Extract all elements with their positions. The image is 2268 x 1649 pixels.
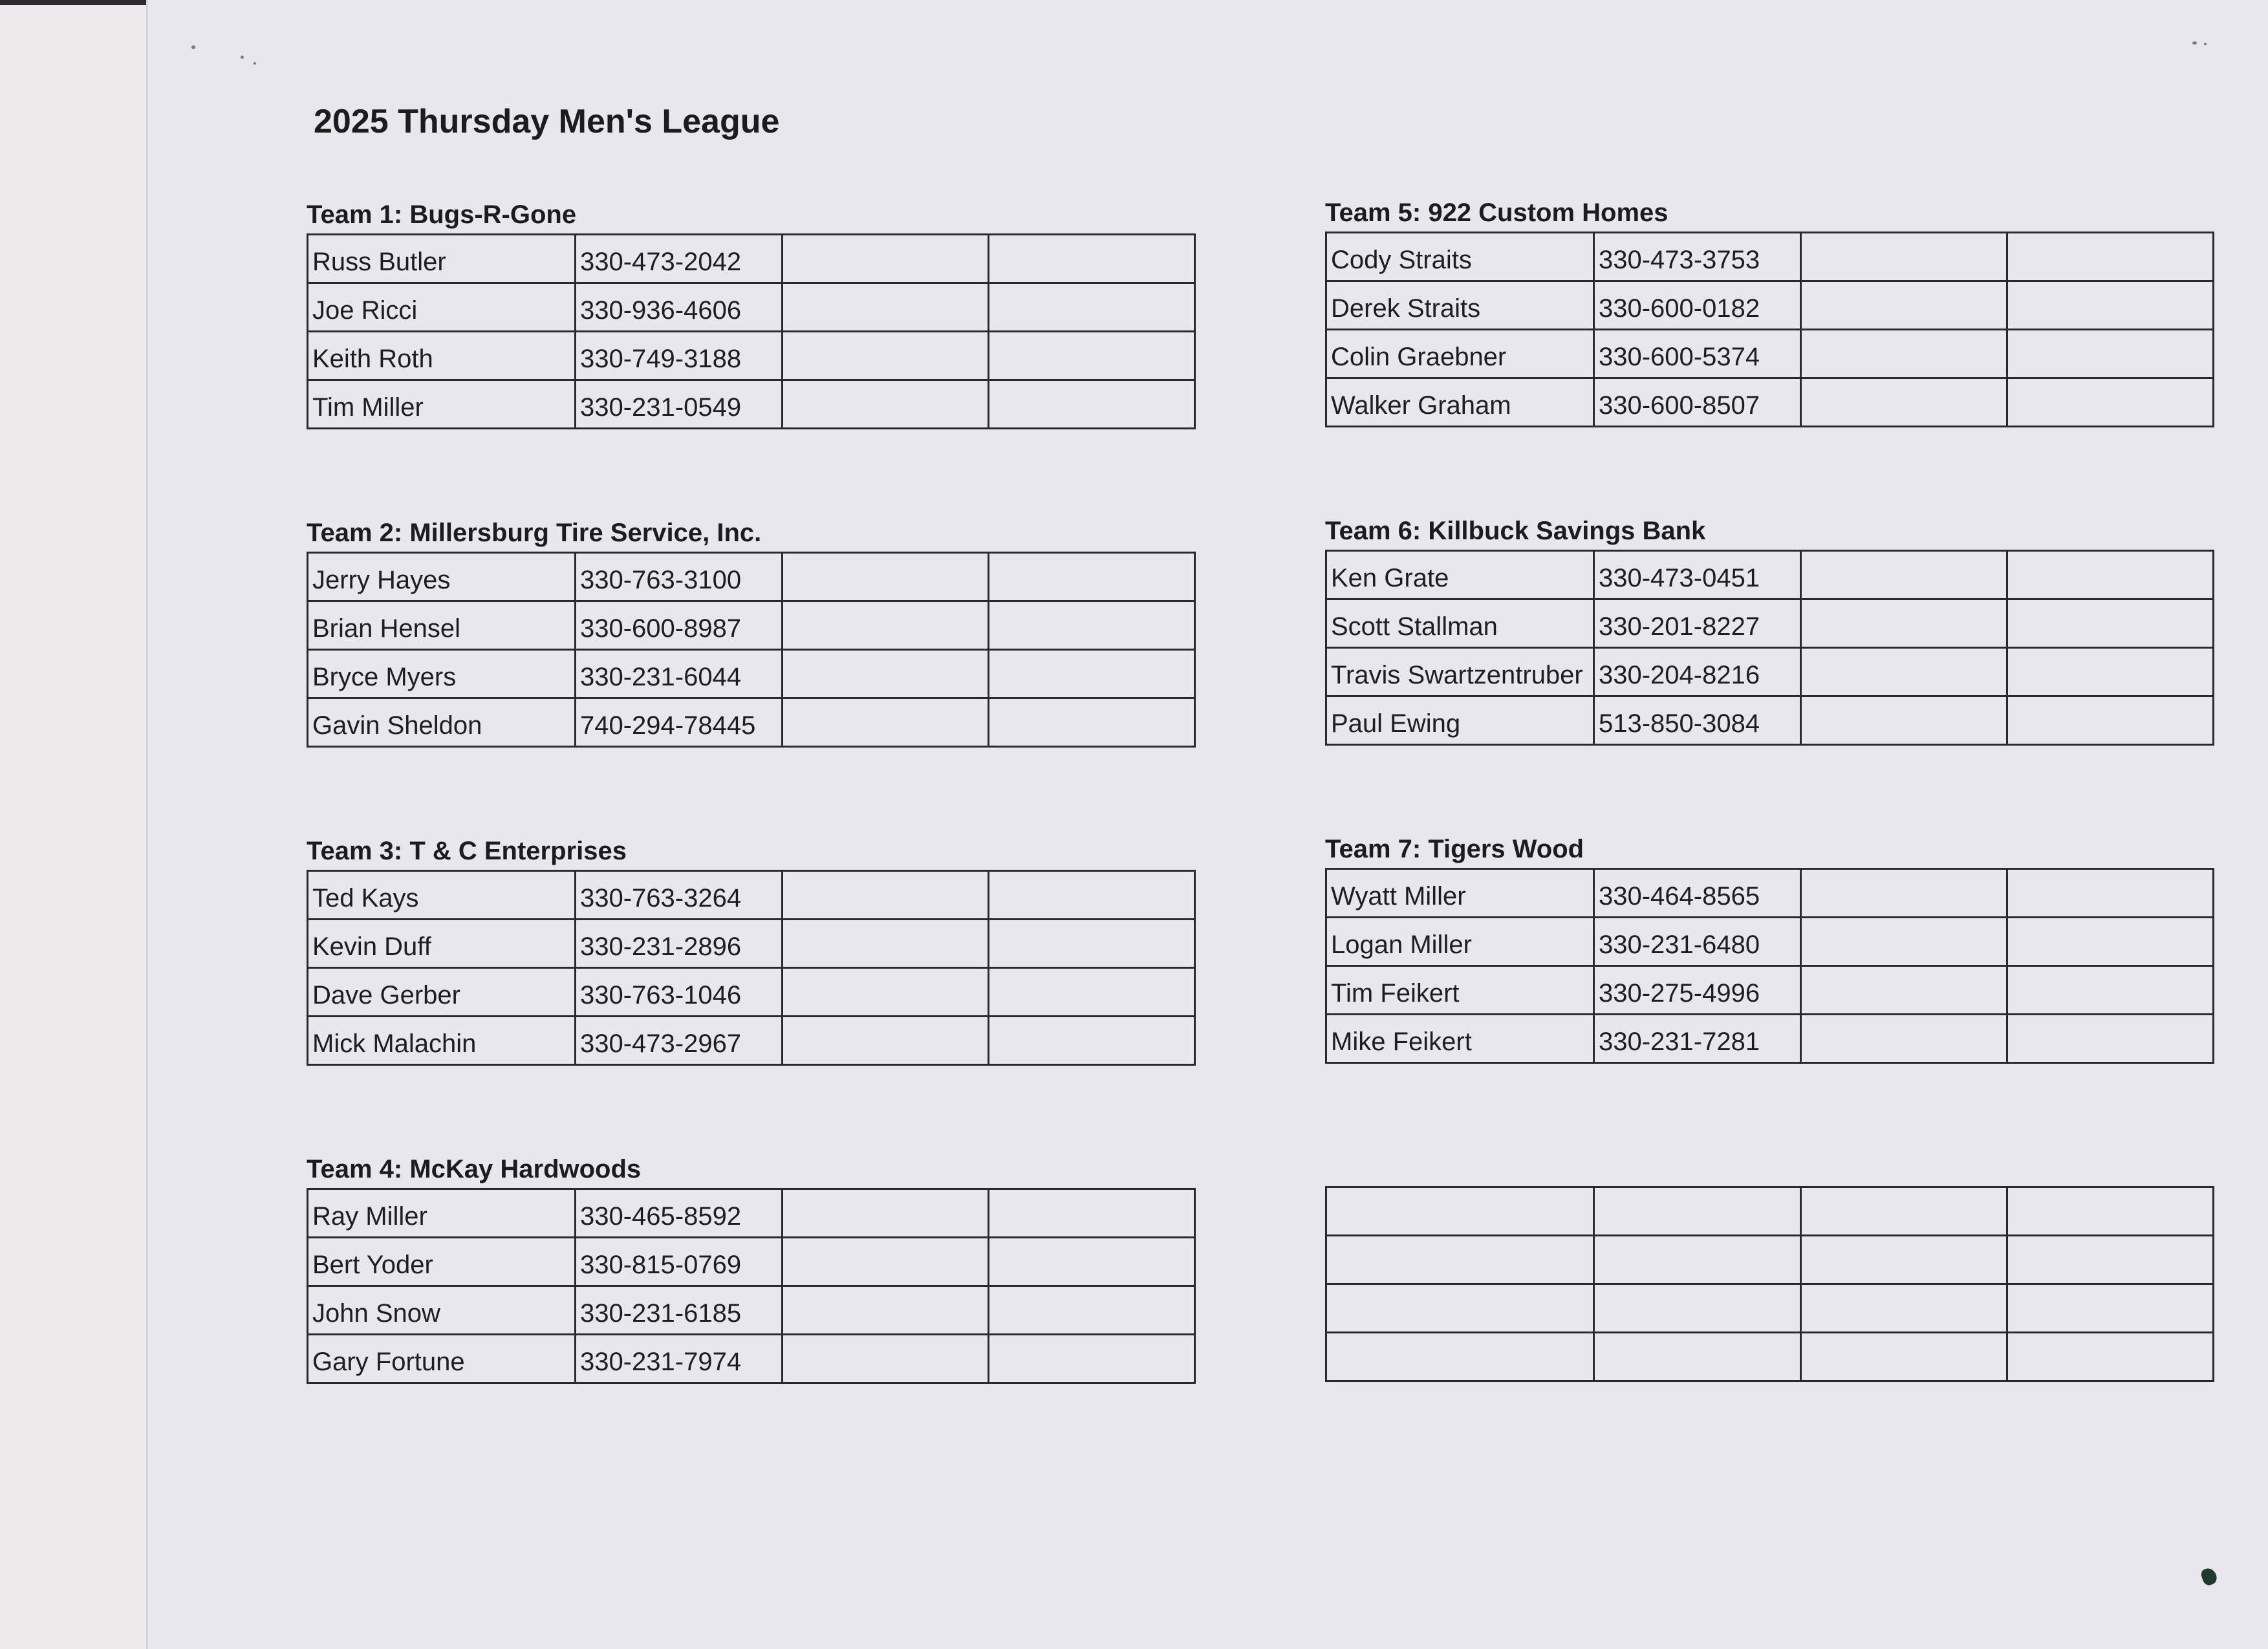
roster-table [307, 870, 1196, 1066]
table-row [1326, 1333, 2214, 1381]
team-heading: Team 6: Killbuck Savings Bank [1325, 517, 1706, 545]
team-block [307, 1154, 1194, 1384]
blank-cell [989, 1189, 1195, 1238]
player-phone: 330-473-2042 [576, 235, 783, 283]
blank-cell [989, 968, 1195, 1017]
roster-table [1325, 232, 2214, 427]
player-name: Gavin Sheldon [308, 698, 576, 747]
player-phone: 740-294-78445 [576, 698, 783, 747]
blank-cell [2007, 1187, 2214, 1236]
blank-cell [989, 1286, 1195, 1335]
blank-cell [2007, 918, 2214, 966]
table-row [1326, 1236, 2214, 1284]
roster-table [307, 233, 1196, 429]
player-phone: 330-275-4996 [1594, 966, 1801, 1015]
blank-cell [2007, 330, 2214, 378]
player-phone [1594, 1284, 1801, 1333]
team-heading: Team 3: T & C Enterprises [307, 837, 627, 865]
table-row [308, 650, 1195, 698]
player-name: Dave Gerber [308, 968, 576, 1017]
blank-cell [1801, 551, 2007, 599]
player-name: Colin Graebner [1326, 330, 1594, 378]
player-phone: 330-815-0769 [576, 1238, 783, 1286]
table-row [1326, 696, 2214, 745]
blank-cell [783, 332, 989, 380]
player-name: Ray Miller [308, 1189, 576, 1238]
blank-cell [989, 1017, 1195, 1065]
table-row [308, 553, 1195, 601]
blank-cell [989, 698, 1195, 747]
player-name: Wyatt Miller [1326, 869, 1594, 918]
blank-cell [1801, 1015, 2007, 1063]
blank-cell [2007, 1015, 2214, 1063]
blank-cell [783, 235, 989, 283]
blank-cell [783, 968, 989, 1017]
blank-cell [1801, 869, 2007, 918]
player-name: Gary Fortune [308, 1335, 576, 1383]
player-phone: 330-231-6185 [576, 1286, 783, 1335]
player-name: Cody Straits [1326, 233, 1594, 281]
dust-speck [241, 56, 244, 59]
dust-speck [191, 45, 195, 49]
team-block [1325, 834, 2212, 1064]
blank-cell [1801, 330, 2007, 378]
table-row [308, 332, 1195, 380]
player-phone: 330-473-2967 [576, 1017, 783, 1065]
blank-cell [2007, 551, 2214, 599]
player-phone [1594, 1333, 1801, 1381]
blank-cell [1801, 378, 2007, 427]
blank-cell [1801, 696, 2007, 745]
blank-cell [783, 553, 989, 601]
player-name: Mick Malachin [308, 1017, 576, 1065]
team-heading [1325, 1152, 2212, 1182]
blank-cell [1801, 918, 2007, 966]
table-row [1326, 281, 2214, 330]
blank-cell [783, 1238, 989, 1286]
table-row [1326, 330, 2214, 378]
blank-cell [989, 283, 1195, 332]
table-row [1326, 233, 2214, 281]
blank-cell [989, 380, 1195, 429]
dust-speck [2204, 43, 2207, 45]
player-name: Derek Straits [1326, 281, 1594, 330]
player-phone: 330-600-0182 [1594, 281, 1801, 330]
blank-cell [783, 601, 989, 650]
player-name: Russ Butler [308, 235, 576, 283]
blank-cell [1801, 599, 2007, 648]
blank-cell [2007, 966, 2214, 1015]
player-phone: 330-204-8216 [1594, 648, 1801, 696]
table-row [308, 1238, 1195, 1286]
player-name: Paul Ewing [1326, 696, 1594, 745]
player-phone: 330-763-1046 [576, 968, 783, 1017]
player-name: Joe Ricci [308, 283, 576, 332]
team-block [1325, 198, 2212, 427]
team-block [307, 518, 1194, 748]
table-row [308, 871, 1195, 920]
blank-cell [783, 283, 989, 332]
player-phone [1594, 1236, 1801, 1284]
player-name: Mike Feikert [1326, 1015, 1594, 1063]
table-row [1326, 869, 2214, 918]
player-name [1326, 1333, 1594, 1381]
table-row [308, 968, 1195, 1017]
blank-cell [783, 1335, 989, 1383]
player-name [1326, 1284, 1594, 1333]
team-block [1325, 516, 2212, 746]
player-name: Tim Miller [308, 380, 576, 429]
player-phone: 330-600-8507 [1594, 378, 1801, 427]
blank-cell [989, 601, 1195, 650]
blank-cell [989, 553, 1195, 601]
table-row [1326, 1187, 2214, 1236]
table-row [1326, 1284, 2214, 1333]
team-heading: Team 4: McKay Hardwoods [307, 1155, 642, 1183]
player-name: Walker Graham [1326, 378, 1594, 427]
table-row [308, 1335, 1195, 1383]
blank-cell [1801, 966, 2007, 1015]
player-phone: 330-201-8227 [1594, 599, 1801, 648]
player-phone: 330-936-4606 [576, 283, 783, 332]
table-row [1326, 648, 2214, 696]
player-name: Jerry Hayes [308, 553, 576, 601]
team-block [307, 836, 1194, 1066]
blank-cell [1801, 1333, 2007, 1381]
blank-cell [783, 1017, 989, 1065]
blank-cell [1801, 1236, 2007, 1284]
team-heading: Team 5: 922 Custom Homes [1325, 199, 1669, 227]
player-phone: 330-600-8987 [576, 601, 783, 650]
blank-cell [1801, 233, 2007, 281]
player-phone: 330-231-2896 [576, 920, 783, 968]
blank-cell [783, 1286, 989, 1335]
roster-table [1325, 550, 2214, 746]
scanner-background [0, 0, 146, 1649]
blank-cell [2007, 233, 2214, 281]
table-row [1326, 551, 2214, 599]
table-row [1326, 918, 2214, 966]
player-phone: 330-763-3100 [576, 553, 783, 601]
table-row [1326, 378, 2214, 427]
player-name: Ken Grate [1326, 551, 1594, 599]
table-row [308, 1286, 1195, 1335]
table-row [308, 920, 1195, 968]
team-heading: Team 1: Bugs-R-Gone [307, 200, 577, 229]
player-name: Tim Feikert [1326, 966, 1594, 1015]
table-row [308, 698, 1195, 747]
blank-cell [1801, 648, 2007, 696]
player-name: Ted Kays [308, 871, 576, 920]
table-row [308, 1017, 1195, 1065]
document-title: 2025 Thursday Men's League [314, 103, 780, 140]
player-phone: 513-850-3084 [1594, 696, 1801, 745]
table-row [1326, 966, 2214, 1015]
blank-cell [989, 871, 1195, 920]
player-phone: 330-473-3753 [1594, 233, 1801, 281]
player-phone: 330-464-8565 [1594, 869, 1801, 918]
table-row [308, 380, 1195, 429]
player-phone: 330-473-0451 [1594, 551, 1801, 599]
player-phone: 330-231-0549 [576, 380, 783, 429]
blank-cell [783, 920, 989, 968]
roster-table [307, 552, 1196, 748]
blank-cell [783, 698, 989, 747]
blank-cell [2007, 869, 2214, 918]
player-phone: 330-749-3188 [576, 332, 783, 380]
player-phone: 330-231-6044 [576, 650, 783, 698]
player-phone: 330-231-7974 [576, 1335, 783, 1383]
player-name [1326, 1187, 1594, 1236]
player-name: John Snow [308, 1286, 576, 1335]
player-phone: 330-763-3264 [576, 871, 783, 920]
player-phone: 330-231-6480 [1594, 918, 1801, 966]
team-heading: Team 2: Millersburg Tire Service, Inc. [307, 519, 762, 547]
roster-table [307, 1188, 1196, 1384]
roster-table [1325, 1186, 2214, 1382]
blank-cell [1801, 1284, 2007, 1333]
player-name [1326, 1236, 1594, 1284]
blank-cell [783, 380, 989, 429]
blank-cell [2007, 648, 2214, 696]
table-row [308, 1189, 1195, 1238]
blank-cell [989, 332, 1195, 380]
player-name: Scott Stallman [1326, 599, 1594, 648]
player-phone: 330-231-7281 [1594, 1015, 1801, 1063]
table-row [308, 283, 1195, 332]
player-name: Kevin Duff [308, 920, 576, 968]
blank-cell [989, 1335, 1195, 1383]
player-phone [1594, 1187, 1801, 1236]
blank-cell [2007, 378, 2214, 427]
blank-cell [1801, 281, 2007, 330]
player-name: Brian Hensel [308, 601, 576, 650]
team-heading: Team 7: Tigers Wood [1325, 835, 1584, 863]
team-block [1325, 1152, 2212, 1382]
dust-speck [2192, 41, 2197, 45]
table-row [1326, 599, 2214, 648]
dust-speck [254, 62, 256, 65]
blank-cell [2007, 1284, 2214, 1333]
table-row [1326, 1015, 2214, 1063]
player-phone: 330-465-8592 [576, 1189, 783, 1238]
player-name: Bert Yoder [308, 1238, 576, 1286]
blank-cell [2007, 599, 2214, 648]
blank-cell [783, 650, 989, 698]
blank-cell [989, 920, 1195, 968]
team-block [307, 200, 1194, 429]
blank-cell [989, 235, 1195, 283]
blank-cell [783, 871, 989, 920]
player-name: Travis Swartzentruber [1326, 648, 1594, 696]
roster-table [1325, 868, 2214, 1064]
player-name: Logan Miller [1326, 918, 1594, 966]
blank-cell [783, 1189, 989, 1238]
table-row [308, 235, 1195, 283]
blank-cell [1801, 1187, 2007, 1236]
blank-cell [2007, 281, 2214, 330]
blank-cell [989, 1238, 1195, 1286]
blank-cell [2007, 696, 2214, 745]
blank-cell [989, 650, 1195, 698]
player-phone: 330-600-5374 [1594, 330, 1801, 378]
scanner-edge-shadow [0, 0, 151, 5]
player-name: Keith Roth [308, 332, 576, 380]
table-row [308, 601, 1195, 650]
blank-cell [2007, 1333, 2214, 1381]
player-name: Bryce Myers [308, 650, 576, 698]
blank-cell [2007, 1236, 2214, 1284]
